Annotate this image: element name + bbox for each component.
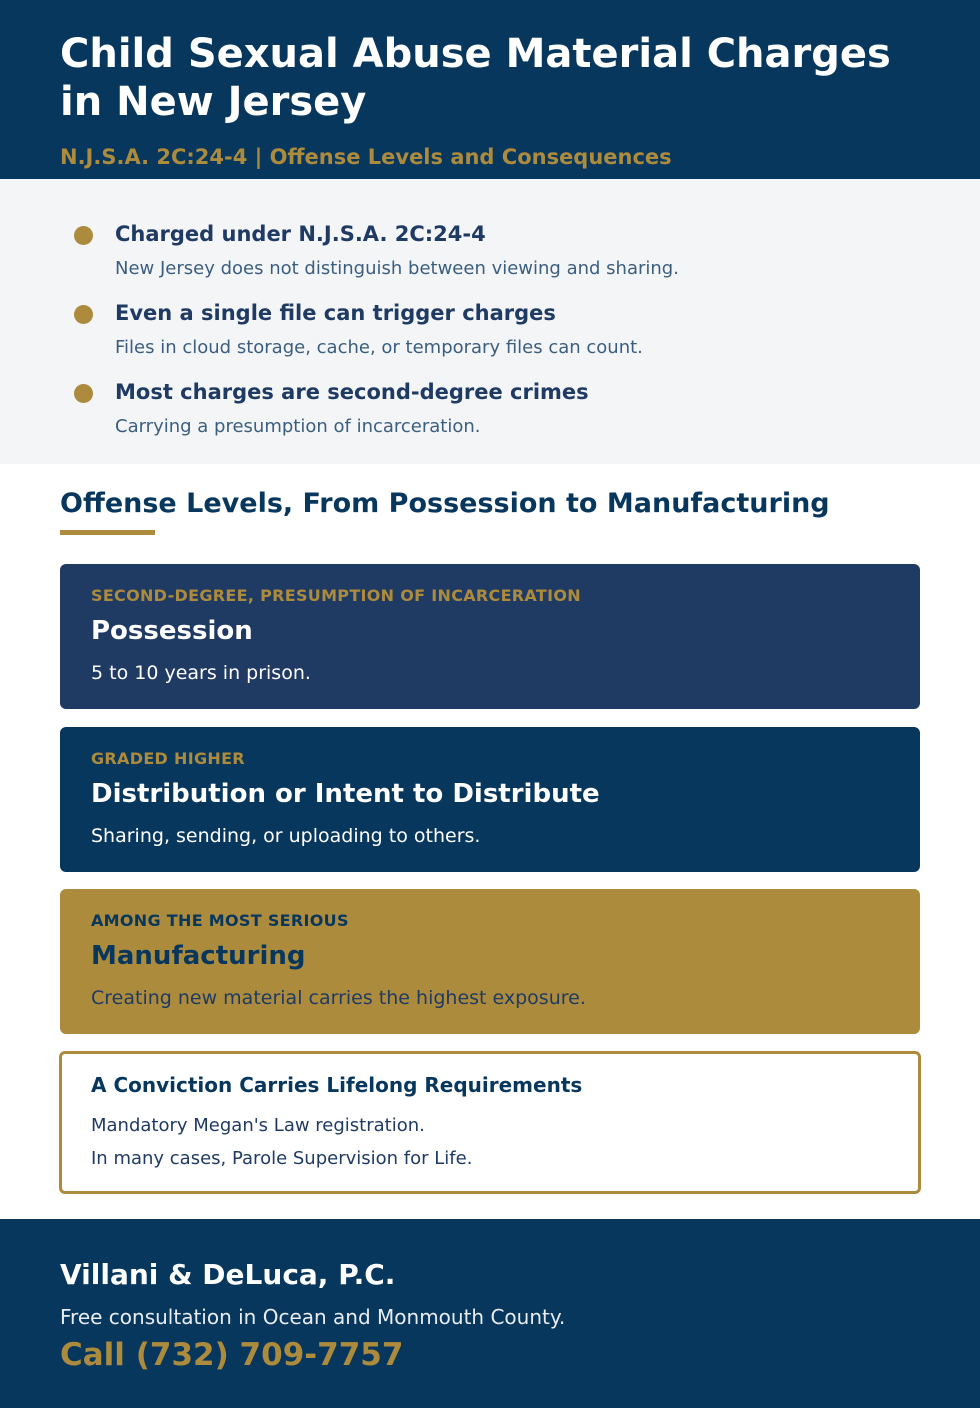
section-underline [60, 530, 155, 535]
card-kicker: SECOND-DEGREE, PRESUMPTION OF INCARCERATION [91, 586, 581, 605]
page-subtitle: N.J.S.A. 2C:24-4 | Offense Levels and Consequences [60, 145, 672, 169]
card-title: Distribution or Intent to Distribute [91, 779, 600, 809]
page-title: Child Sexual Abuse Material Charges in New Jersey [60, 31, 891, 125]
bullet-dot-icon [74, 226, 93, 245]
card-title: Manufacturing [91, 941, 306, 971]
fact-item [0, 379, 980, 449]
bullet-dot-icon [74, 384, 93, 403]
lifelong-requirements-notice [59, 1051, 921, 1194]
fact-description: New Jersey does not distinguish between viewing and sharing. [115, 258, 679, 279]
section-heading: Offense Levels, From Possession to Manufacturing [60, 488, 830, 519]
notice-line: Mandatory Megan's Law registration. [91, 1115, 425, 1136]
fact-title: Charged under N.J.S.A. 2C:24-4 [115, 222, 486, 246]
card-description: 5 to 10 years in prison. [91, 662, 311, 684]
card-description: Sharing, sending, or uploading to others. [91, 825, 481, 847]
card-description: Creating new material carries the highest exposure. [91, 987, 586, 1009]
bullet-dot-icon [74, 305, 93, 324]
card-kicker: GRADED HIGHER [91, 749, 245, 768]
offense-card-manufacturing [60, 889, 920, 1034]
notice-line: In many cases, Parole Supervision for Life. [91, 1148, 473, 1169]
fact-title: Most charges are second-degree crimes [115, 380, 589, 404]
call-phone-link[interactable]: Call (732) 709-7757 [60, 1337, 404, 1373]
footer [0, 1219, 980, 1408]
offense-card-possession [60, 564, 920, 709]
card-title: Possession [91, 616, 253, 646]
firm-name: Villani & DeLuca, P.C. [60, 1258, 396, 1291]
fact-item [0, 221, 980, 291]
fact-item [0, 300, 980, 370]
header-banner [0, 0, 980, 179]
offense-card-distribution [60, 727, 920, 872]
footer-tagline: Free consultation in Ocean and Monmouth County. [60, 1305, 566, 1329]
fact-description: Files in cloud storage, cache, or temporary files can count. [115, 337, 643, 358]
notice-title: A Conviction Carries Lifelong Requirements [91, 1073, 583, 1097]
fact-description: Carrying a presumption of incarceration. [115, 416, 481, 437]
card-kicker: AMONG THE MOST SERIOUS [91, 911, 349, 930]
key-facts-panel [0, 179, 980, 464]
fact-title: Even a single file can trigger charges [115, 301, 556, 325]
